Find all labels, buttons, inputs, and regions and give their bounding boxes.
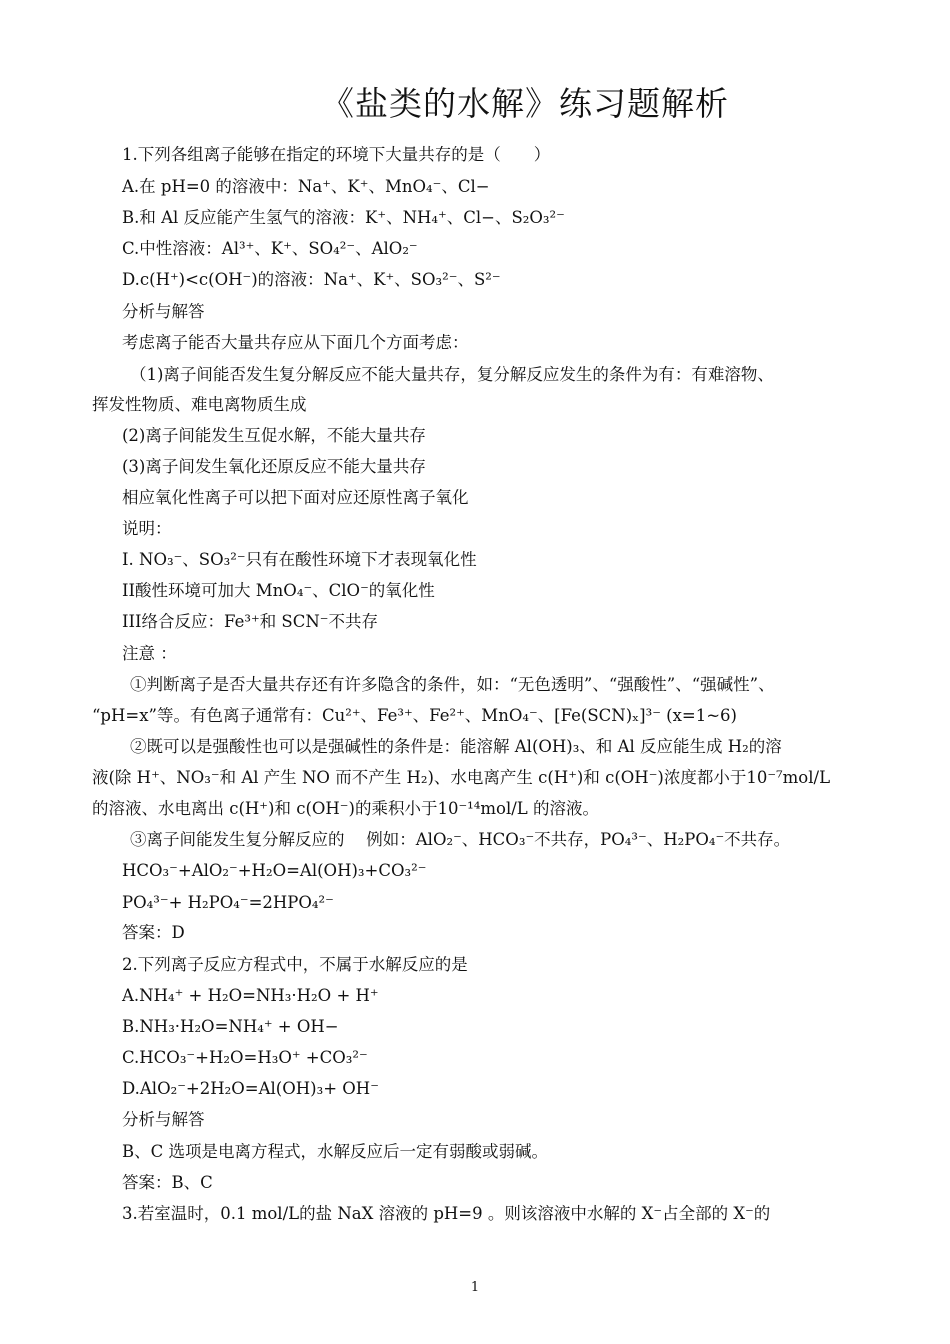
text-line: 的溶液、水电离出 c(H⁺)和 c(OH⁻)的乘积小于10⁻¹⁴mol/L 的溶液。 xyxy=(92,799,599,818)
text-line: 答案：D xyxy=(122,923,185,942)
text-line: 1.下列各组离子能够在指定的环境下大量共存的是（ ） xyxy=(122,145,551,164)
text-line: A.NH₄⁺ + H₂O=NH₃·H₂O + H⁺ xyxy=(122,986,379,1005)
text-line: 相应氧化性离子可以把下面对应还原性离子氧化 xyxy=(122,488,469,507)
text-line: B.NH₃·H₂O=NH₄⁺ + OH− xyxy=(122,1017,339,1036)
text-line: HCO₃⁻+AlO₂⁻+H₂O=Al(OH)₃+CO₃²⁻ xyxy=(122,861,427,880)
text-line: III络合反应：Fe³⁺和 SCN⁻不共存 xyxy=(122,612,379,631)
text-line: “pH=x”等。有色离子通常有：Cu²⁺、Fe³⁺、Fe²⁺、MnO₄⁻、[Fe(SCN)ₓ]³⁻ (x=1~6) xyxy=(92,706,737,725)
page-title: 《盐类的水解》练习题解析 xyxy=(321,84,729,123)
text-line: 分析与解答 xyxy=(122,302,205,321)
text-line: I. NO₃⁻、SO₃²⁻只有在酸性环境下才表现氧化性 xyxy=(122,550,477,569)
text-line: 2.下列离子反应方程式中，不属于水解反应的是 xyxy=(122,955,468,974)
text-line: ③离子间能发生复分解反应的 例如：AlO₂⁻、HCO₃⁻不共存，PO₄³⁻、H₂PO₄⁻不共存。 xyxy=(130,830,791,849)
text-line: ②既可以是强酸性也可以是强碱性的条件是：能溶解 Al(OH)₃、和 Al 反应能生成 H₂的溶 xyxy=(130,737,782,756)
text-line: 注意 ： xyxy=(122,644,177,663)
text-line: A.在 pH=0 的溶液中：Na⁺、K⁺、MnO₄⁻、Cl− xyxy=(122,177,490,196)
text-line: 液(除 H⁺、NO₃⁻和 Al 产生 NO 而不产生 H₂)、水电离产生 c(H⁺)和 c(OH⁻)浓度都小于10⁻⁷mol/L xyxy=(92,768,831,787)
page-number: 1 xyxy=(470,1280,480,1295)
text-line: II酸性环境可加大 MnO₄⁻、ClO⁻的氧化性 xyxy=(122,581,435,600)
text-line: 答案：B、C xyxy=(122,1173,213,1192)
text-line: 说明： xyxy=(122,519,172,538)
text-line: 挥发性物质、难电离物质生成 xyxy=(92,395,307,414)
text-line: C.HCO₃⁻+H₂O=H₃O⁺ +CO₃²⁻ xyxy=(122,1048,368,1067)
text-line: B.和 Al 反应能产生氢气的溶液：K⁺、NH₄⁺、Cl−、S₂O₃²⁻ xyxy=(122,208,565,227)
text-line: 3.若室温时，0.1 mol/L的盐 NaX 溶液的 pH=9 。则该溶液中水解的 X⁻占全部的 X⁻的 xyxy=(122,1204,771,1223)
text-line: 考虑离子能否大量共存应从下面几个方面考虑： xyxy=(122,333,469,352)
text-line: D.c(H⁺)<c(OH⁻)的溶液：Na⁺、K⁺、SO₃²⁻、S²⁻ xyxy=(122,270,501,289)
text-line: B、C 选项是电离方程式，水解反应后一定有弱酸或弱碱。 xyxy=(122,1142,548,1161)
text-line: C.中性溶液：Al³⁺、K⁺、SO₄²⁻、AlO₂⁻ xyxy=(122,239,418,258)
text-line: D.AlO₂⁻+2H₂O=Al(OH)₃+ OH⁻ xyxy=(122,1079,379,1098)
text-line: (2)离子间能发生互促水解，不能大量共存 xyxy=(122,426,426,445)
text-line: 分析与解答 xyxy=(122,1110,205,1129)
text-line: （1)离子间能否发生复分解反应不能大量共存，复分解反应发生的条件为有：有难溶物、 xyxy=(130,365,774,384)
text-line: ①判断离子是否大量共存还有许多隐含的条件，如：“无色透明”、“强酸性”、“强碱性”、 xyxy=(130,675,775,694)
text-line: (3)离子间发生氧化还原反应不能大量共存 xyxy=(122,457,426,476)
text-line: PO₄³⁻+ H₂PO₄⁻=2HPO₄²⁻ xyxy=(122,893,334,912)
